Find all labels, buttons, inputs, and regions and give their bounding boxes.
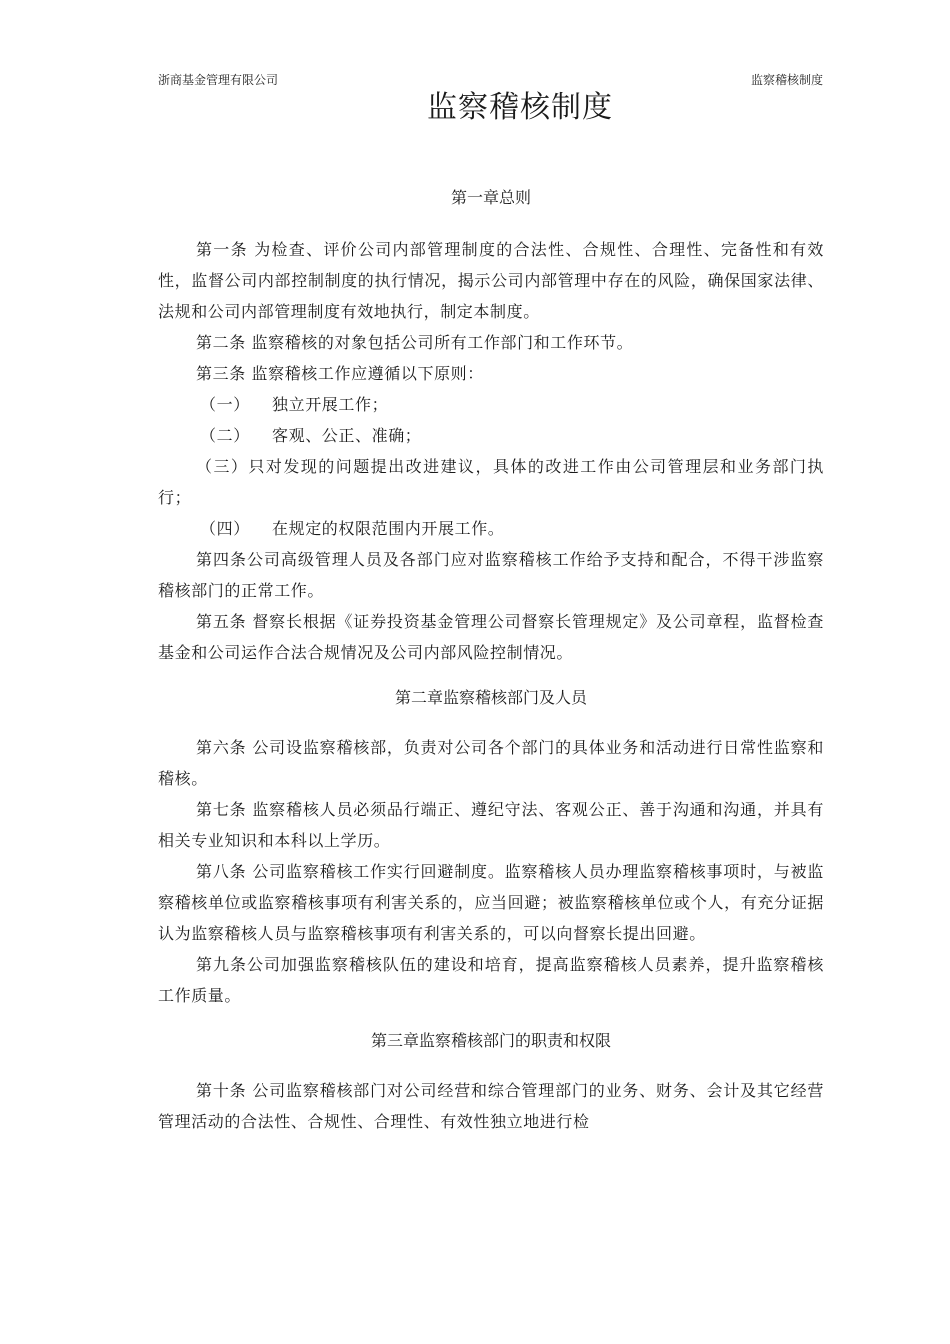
article-9: 第九条公司加强监察稽核队伍的建设和培育，提高监察稽核人员素养，提升监察稽核工作质量。 [158, 955, 824, 1005]
chapter-3-heading: 第三章监察稽核部门的职责和权限 [370, 1031, 611, 1050]
article-8: 第八条 公司监察稽核工作实行回避制度。监察稽核人员办理监察稽核事项时，与被监察稽核单位或监察稽核事项有利害关系的，应当回避；被监察稽核单位或个人，有充分证据认为监察稽核人员与监察稽核事项有利害关系的，可以向督察长提出回避。 [158, 862, 824, 943]
article-7: 第七条 监察稽核人员必须品行端正、遵纪守法、客观公正、善于沟通和沟通，并具有相关专业知识和本科以上学历。 [158, 800, 824, 850]
header-company-name: 浙商基金管理有限公司 [158, 73, 279, 87]
principle-1 [158, 389, 824, 420]
principle-1-text: 独立开展工作； [272, 395, 389, 414]
article-2: 第二条 监察稽核的对象包括公司所有工作部门和工作环节。 [196, 333, 634, 352]
article-4: 第四条公司高级管理人员及各部门应对监察稽核工作给予支持和配合，不得干涉监察稽核部门的正常工作。 [158, 550, 824, 600]
header-document-name: 监察稽核制度 [750, 73, 823, 87]
chapter-1-heading: 第一章总则 [450, 188, 531, 207]
article-3: 第三条 监察稽核工作应遵循以下原则： [196, 364, 484, 383]
article-6: 第六条 公司设监察稽核部，负责对公司各个部门的具体业务和活动进行日常性监察和稽核。 [158, 738, 824, 788]
principle-4-number: （四） [200, 519, 250, 538]
chapter-2-heading: 第二章监察稽核部门及人员 [394, 688, 587, 707]
principle-2-text: 客观、公正、准确； [272, 426, 422, 445]
principle-2 [158, 420, 824, 451]
principle-4-text: 在规定的权限范围内开展工作。 [272, 519, 505, 538]
principle-2-number: （二） [200, 426, 250, 445]
article-1: 第一条 为检查、评价公司内部管理制度的合法性、合规性、合理性、完备性和有效性，监督公司内部控制制度的执行情况，揭示公司内部管理中存在的风险，确保国家法律、法规和公司内部管理制度有效地执行，制定本制度。 [158, 240, 824, 321]
principle-3: （三）只对发现的问题提出改进建议，具体的改进工作由公司管理层和业务部门执行； [158, 457, 824, 507]
document-title: 监察稽核制度 [427, 90, 613, 125]
article-5: 第五条 督察长根据《证券投资基金管理公司督察长管理规定》及公司章程，监督检查基金和公司运作合法合规情况及公司内部风险控制情况。 [158, 612, 824, 662]
principle-1-number: （一） [200, 395, 250, 414]
article-10: 第十条 公司监察稽核部门对公司经营和综合管理部门的业务、财务、会计及其它经营管理活动的合法性、合规性、合理性、有效性独立地进行检 [158, 1081, 824, 1131]
document-body [158, 184, 824, 1137]
principle-4 [158, 513, 824, 544]
